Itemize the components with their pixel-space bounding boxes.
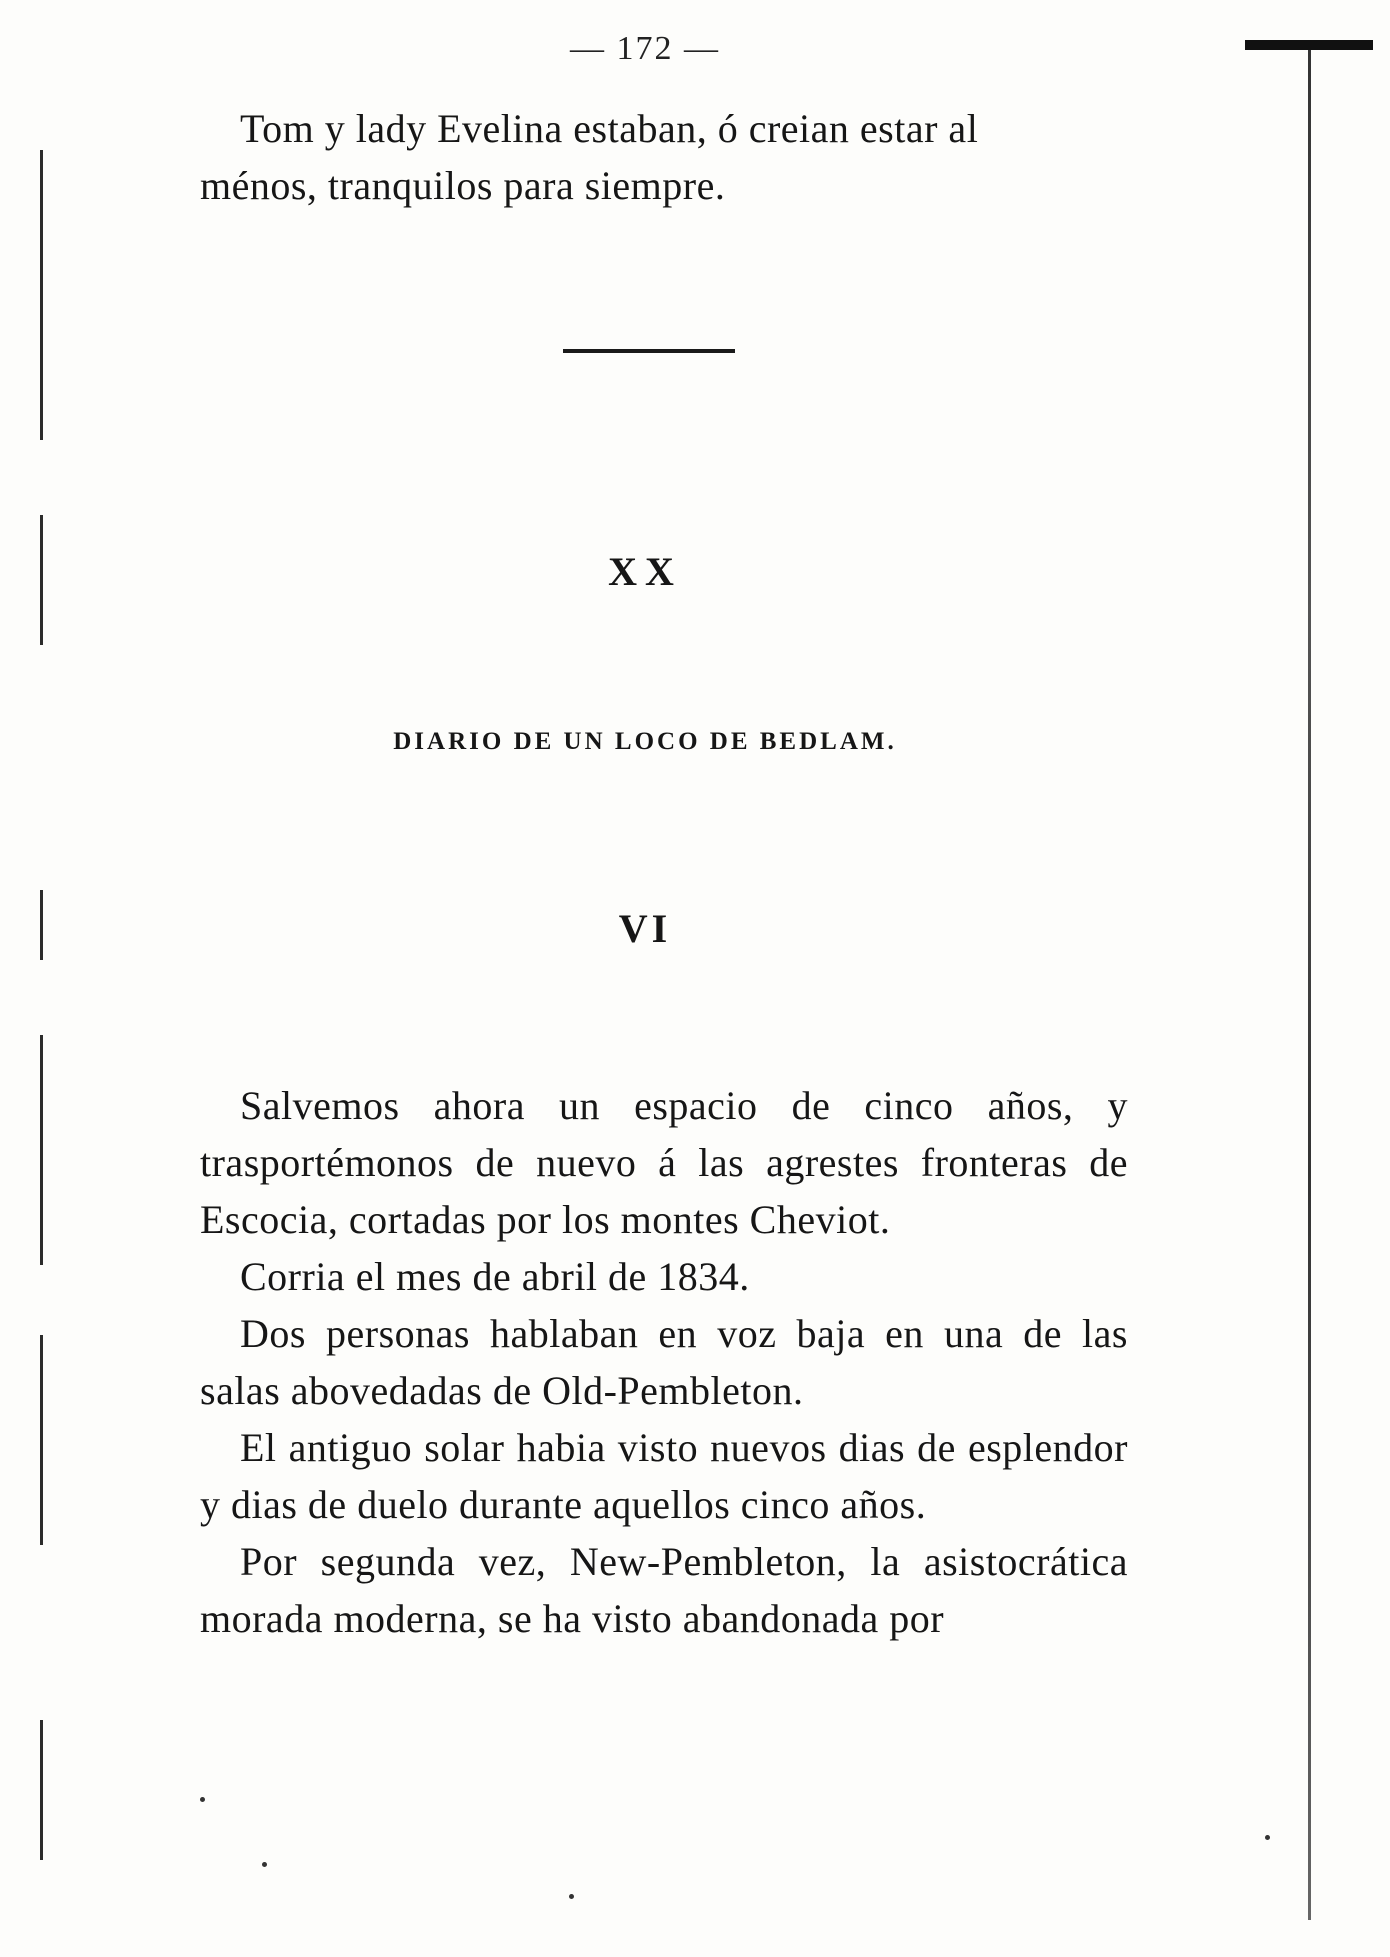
scan-edge-left [40, 515, 43, 645]
scan-edge-left [40, 1035, 43, 1265]
main-text [200, 1077, 1128, 1647]
scan-edge-right [1308, 50, 1311, 1920]
scan-edge-top [1245, 40, 1373, 50]
chapter-number: XX [608, 549, 682, 594]
paragraph: Por segunda vez, New-Pembleton, la asistocrática morada moderna, se ha visto abandonada por [200, 1539, 1128, 1641]
scan-speck [200, 1797, 205, 1802]
paragraph: Dos personas hablaban en voz baja en una de las salas abovedadas de Old-Pembleton. [200, 1311, 1128, 1413]
text-line: ménos, tranquilos para siempre. [200, 163, 726, 208]
scan-edge-left [40, 150, 43, 440]
continued-paragraph [200, 100, 1128, 214]
scan-edge-left [40, 890, 43, 960]
text-line: Tom y lady Evelina estaban, ó creian estar al [240, 106, 979, 151]
scan-speck [262, 1862, 267, 1867]
scan-speck [569, 1894, 574, 1899]
paragraph: Corria el mes de abril de 1834. [240, 1254, 750, 1299]
scan-speck [1265, 1835, 1270, 1840]
scan-edge-left [40, 1720, 43, 1860]
chapter-title: DIARIO DE UN LOCO DE BEDLAM. [393, 728, 897, 755]
paragraph: Salvemos ahora un espacio de cinco años, y trasportémonos de nuevo á las agrestes fronteras de Escocia, cortadas por los montes Cheviot. [200, 1083, 1128, 1242]
scan-edge-left [40, 1335, 43, 1545]
section-number: VI [618, 906, 672, 951]
section-separator [563, 349, 735, 353]
paragraph: El antiguo solar habia visto nuevos dias de esplendor y dias de duelo durante aquellos cinco años. [200, 1425, 1128, 1527]
page-number: — 172 — [570, 30, 720, 67]
